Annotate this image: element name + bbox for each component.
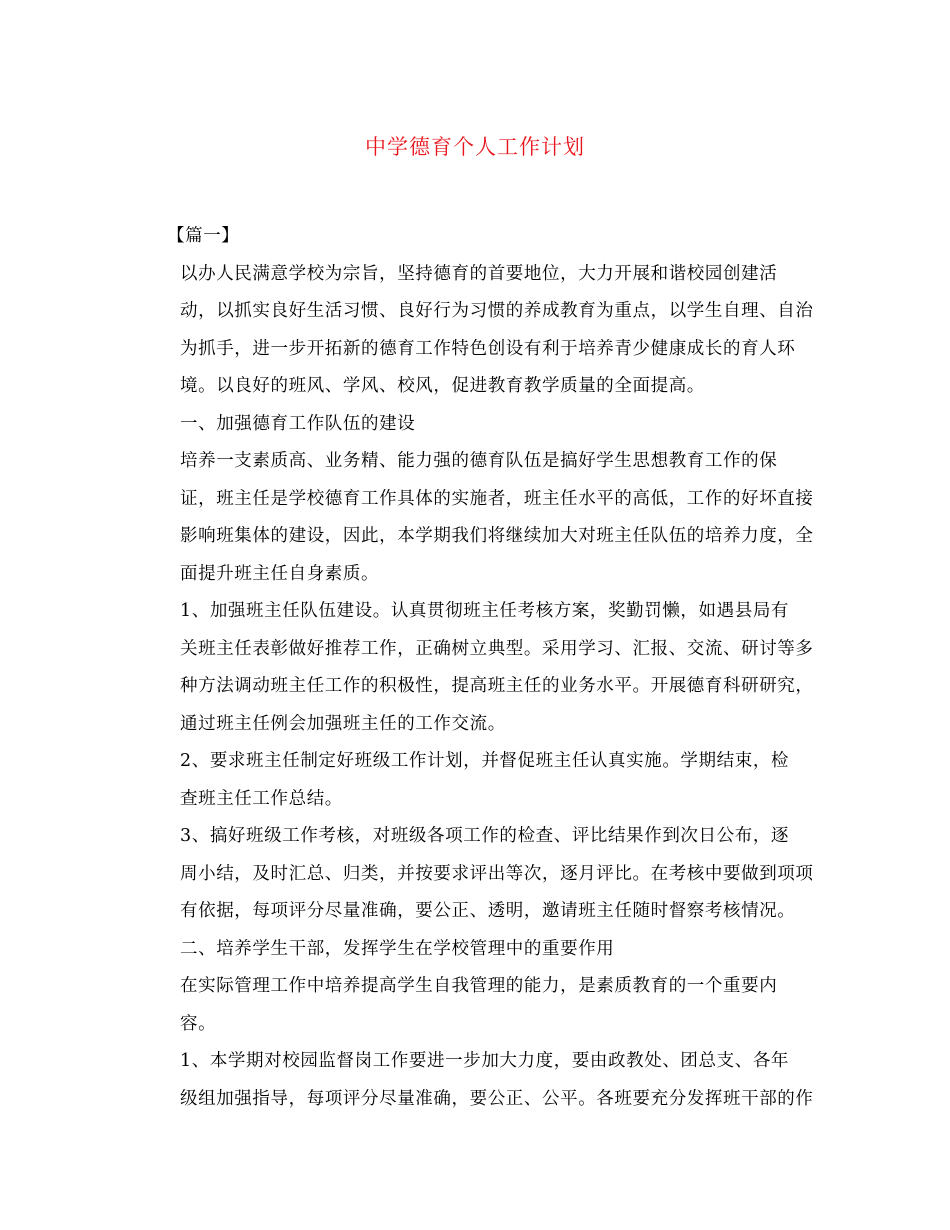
document-body	[145, 218, 814, 1118]
paragraph-section-1: 培养一支素质高、业务精、能力强的德育队伍是搞好学生思想教育工作的保 证，班主任是学校德育工作具体的实施者，班主任水平的高低，工作的好坏直接 影响班集体的建设，因此，本学期我们将继续加大对班主任队伍的培养力度，全 面提升班主任自身素质。	[180, 451, 814, 584]
heading-section-2: 二、培养学生干部，发挥学生在学校管理中的重要作用	[180, 938, 615, 959]
section-tag: 【篇一】	[167, 226, 240, 246]
paragraph-item-2-1: 1、本学期对校园监督岗工作要进一步加大力度，要由政教处、团总支、各年 级组加强指导，每项评分尽量准确，要公正、公平。各班要充分发挥班干部的作	[180, 1051, 814, 1109]
paragraph-intro: 以办人民满意学校为宗旨，坚持德育的首要地位，大力开展和谐校园创建活 动，以抓实良好生活习惯、良好行为习惯的养成教育为重点，以学生自理、自治 为抓手，进一步开拓新的德育工作特色创设有利于培养青少健康成长的育人环 境。以良好的班风、学风、校风，促进教育教学质量的全面提高。	[180, 263, 814, 396]
paragraph-section-2: 在实际管理工作中培养提高学生自我管理的能力，是素质教育的一个重要内 容。	[180, 976, 778, 1034]
paragraph-item-3: 3、搞好班级工作考核，对班级各项工作的检查、评比结果作到次日公布，逐 周小结，及时汇总、归类，并按要求评出等次，逐月评比。在考核中要做到项项 有依据，每项评分尽量准确，要公正、透明，邀请班主任随时督察考核情况。	[180, 826, 814, 921]
heading-section-1: 一、加强德育工作队伍的建设	[180, 413, 416, 434]
paragraph-item-2: 2、要求班主任制定好班级工作计划，并督促班主任认真实施。学期结束，检 查班主任工作总结。	[180, 751, 790, 809]
document-title: 中学德育个人工作计划	[365, 135, 585, 159]
paragraph-item-1: 1、加强班主任队伍建设。认真贯彻班主任考核方案，奖勤罚懒，如遇县局有 关班主任表彰做好推荐工作，正确树立典型。采用学习、汇报、交流、研讨等多 种方法调动班主任工作的积极性，提高班主任的业务水平。开展德育科研研究， 通过班主任例会加强班主任的工作交流。	[180, 601, 814, 734]
